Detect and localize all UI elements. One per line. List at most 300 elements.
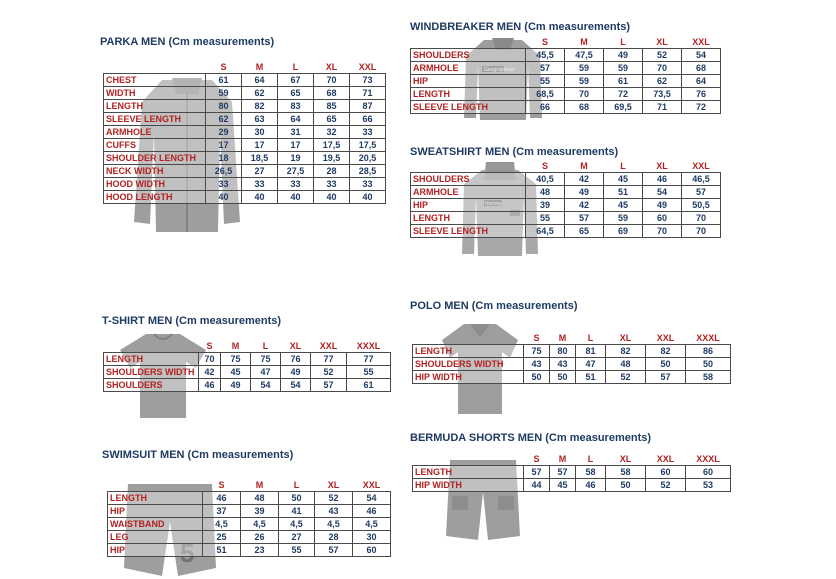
windbreaker-logo: Geographical xyxy=(484,67,514,73)
measure-value: 17,5 xyxy=(350,139,386,152)
measure-value: 43 xyxy=(550,358,576,371)
measure-value: 57 xyxy=(526,62,565,75)
measure-value: 47 xyxy=(576,358,606,371)
measure-value: 17 xyxy=(206,139,242,152)
measure-value: 46 xyxy=(203,492,241,505)
measure-value: 54 xyxy=(643,186,682,199)
measure-value: 17 xyxy=(242,139,278,152)
table-row xyxy=(413,345,731,358)
measure-value: 26 xyxy=(241,531,279,544)
measure-value: 29 xyxy=(206,126,242,139)
measure-value: 25 xyxy=(203,531,241,544)
size-header: S xyxy=(533,453,540,464)
measure-label: CHEST xyxy=(104,74,206,87)
measure-value: 37 xyxy=(203,505,241,518)
measure-value: 43 xyxy=(315,505,353,518)
measure-label: CUFFS xyxy=(104,139,206,152)
measure-value: 76 xyxy=(281,353,311,366)
measure-value: 57 xyxy=(311,379,347,392)
measure-value: 51 xyxy=(576,371,606,384)
measure-label: ARMHOLE xyxy=(411,62,526,75)
measure-value: 46 xyxy=(353,505,391,518)
size-header: L xyxy=(292,61,299,72)
windbreaker-size-header xyxy=(411,35,721,49)
table-row xyxy=(411,225,721,238)
measure-value: 57 xyxy=(550,466,576,479)
measure-value: 57 xyxy=(565,212,604,225)
measure-value: 73 xyxy=(350,74,386,87)
measure-value: 63 xyxy=(242,113,278,126)
measure-value: 57 xyxy=(524,466,550,479)
measure-value: 67 xyxy=(278,74,314,87)
measure-value: 62 xyxy=(242,87,278,100)
measure-value: 46 xyxy=(199,379,221,392)
measure-value: 68 xyxy=(314,87,350,100)
measure-value: 59 xyxy=(565,62,604,75)
measure-value: 52 xyxy=(606,371,646,384)
measure-value: 68 xyxy=(565,101,604,114)
measure-value: 75 xyxy=(221,353,251,366)
table-row xyxy=(108,531,391,544)
size-header: S xyxy=(218,479,225,490)
measure-value: 59 xyxy=(604,212,643,225)
measure-value: 80 xyxy=(206,100,242,113)
measure-value: 62 xyxy=(206,113,242,126)
windbreaker-size-table xyxy=(410,35,721,114)
measure-value: 61 xyxy=(347,379,391,392)
measure-value: 66 xyxy=(350,113,386,126)
table-row xyxy=(411,75,721,88)
measure-label: LENGTH xyxy=(411,88,526,101)
measure-value: 60 xyxy=(643,212,682,225)
measure-value: 30 xyxy=(242,126,278,139)
tshirt-title: T-SHIRT MEN (Cm measurements) xyxy=(102,315,282,327)
measure-value: 28,5 xyxy=(350,165,386,178)
size-header: XXL xyxy=(692,160,710,171)
measure-label: HIP xyxy=(108,544,203,557)
measure-value: 87 xyxy=(350,100,386,113)
measure-value: 70 xyxy=(565,88,604,101)
measure-value: 49 xyxy=(565,186,604,199)
measure-value: 77 xyxy=(311,353,347,366)
measure-value: 52 xyxy=(643,49,682,62)
measure-value: 61 xyxy=(604,75,643,88)
measure-value: 59 xyxy=(604,62,643,75)
measure-value: 73,5 xyxy=(643,88,682,101)
size-header: XXL xyxy=(362,479,381,490)
measure-value: 31 xyxy=(278,126,314,139)
measure-value: 43 xyxy=(524,358,550,371)
measure-value: 40 xyxy=(350,191,386,204)
measure-value: 65 xyxy=(278,87,314,100)
size-header: XXL xyxy=(319,340,338,351)
measure-value: 40 xyxy=(242,191,278,204)
measure-value: 18 xyxy=(206,152,242,165)
measure-value: 33 xyxy=(206,178,242,191)
table-row xyxy=(104,113,386,126)
size-header: XXXL xyxy=(356,340,381,351)
table-row xyxy=(104,139,386,152)
size-header: XL xyxy=(327,479,340,490)
measure-value: 42 xyxy=(199,366,221,379)
swimsuit-title: SWIMSUIT MEN (Cm measurements) xyxy=(102,449,294,461)
measure-label: LENGTH xyxy=(413,345,524,358)
measure-value: 72 xyxy=(682,101,721,114)
measure-value: 50 xyxy=(646,358,686,371)
measure-label: SLEEVE LENGTH xyxy=(411,101,526,114)
size-header: XXXL xyxy=(696,332,720,343)
measure-value: 51 xyxy=(203,544,241,557)
table-row xyxy=(413,479,731,492)
measure-value: 57 xyxy=(682,186,721,199)
measure-value: 49 xyxy=(221,379,251,392)
measure-value: 42 xyxy=(565,199,604,212)
measure-value: 77 xyxy=(347,353,391,366)
table-row xyxy=(104,100,386,113)
measure-value: 32 xyxy=(314,126,350,139)
table-row xyxy=(411,186,721,199)
measure-value: 58 xyxy=(576,466,606,479)
measure-value: 45,5 xyxy=(526,49,565,62)
measure-value: 46 xyxy=(643,173,682,186)
measure-label: ARMHOLE xyxy=(411,186,526,199)
measure-value: 70 xyxy=(643,62,682,75)
measure-value: 45 xyxy=(604,199,643,212)
table-row xyxy=(104,126,386,139)
measure-label: HOOD LENGTH xyxy=(104,191,206,204)
table-row xyxy=(104,87,386,100)
measure-value: 28 xyxy=(315,531,353,544)
measure-value: 30 xyxy=(353,531,391,544)
measure-value: 70 xyxy=(314,74,350,87)
size-header: XL xyxy=(325,61,338,72)
measure-value: 49 xyxy=(604,49,643,62)
table-row xyxy=(108,492,391,505)
measure-label: LENGTH xyxy=(411,212,526,225)
swimsuit-size-header xyxy=(108,478,391,492)
measure-value: 53 xyxy=(686,479,731,492)
measure-value: 42 xyxy=(565,173,604,186)
size-header: M xyxy=(255,479,264,490)
measure-value: 49 xyxy=(281,366,311,379)
polo-size-table xyxy=(412,331,731,384)
measure-label: ARMHOLE xyxy=(104,126,206,139)
measure-value: 80 xyxy=(550,345,576,358)
measure-value: 27 xyxy=(242,165,278,178)
measure-value: 65 xyxy=(314,113,350,126)
size-header: S xyxy=(206,340,213,351)
measure-value: 69,5 xyxy=(604,101,643,114)
tshirt-size-table xyxy=(103,339,391,392)
measure-value: 40 xyxy=(206,191,242,204)
table-row xyxy=(108,505,391,518)
measure-value: 33 xyxy=(350,178,386,191)
measure-label: SHOULDERS xyxy=(104,379,199,392)
bermuda-size-header xyxy=(413,452,731,466)
measure-value: 68,5 xyxy=(526,88,565,101)
measure-value: 39 xyxy=(526,199,565,212)
measure-value: 60 xyxy=(686,466,731,479)
measure-value: 71 xyxy=(350,87,386,100)
measure-label: WIDTH xyxy=(104,87,206,100)
table-row xyxy=(104,353,391,366)
table-row xyxy=(413,358,731,371)
measure-value: 64 xyxy=(682,75,721,88)
table-row xyxy=(411,62,721,75)
measure-value: 86 xyxy=(686,345,731,358)
size-header: L xyxy=(620,36,626,47)
measure-label: WAISTBAND xyxy=(108,518,203,531)
measure-value: 82 xyxy=(646,345,686,358)
measure-label: HIP WIDTH xyxy=(413,479,524,492)
measure-value: 27 xyxy=(279,531,315,544)
measure-value: 23 xyxy=(241,544,279,557)
size-header: S xyxy=(533,332,540,343)
table-row xyxy=(104,178,386,191)
table-row xyxy=(411,49,721,62)
size-header: M xyxy=(558,332,567,343)
measure-value: 50 xyxy=(550,371,576,384)
measure-label: LEG xyxy=(108,531,203,544)
swimsuit-number: 5 xyxy=(180,538,195,568)
measure-label: HIP xyxy=(411,199,526,212)
size-header: XXXL xyxy=(696,453,720,464)
measure-value: 50 xyxy=(524,371,550,384)
measure-label: SLEEVE LENGTH xyxy=(104,113,206,126)
measure-value: 66 xyxy=(526,101,565,114)
size-header: S xyxy=(541,160,548,171)
measure-value: 82 xyxy=(606,345,646,358)
measure-value: 83 xyxy=(278,100,314,113)
size-header: S xyxy=(541,36,548,47)
swimsuit-size-table xyxy=(107,478,391,557)
measure-value: 54 xyxy=(682,49,721,62)
measure-value: 52 xyxy=(646,479,686,492)
measure-label: HIP xyxy=(411,75,526,88)
measure-value: 55 xyxy=(279,544,315,557)
measure-value: 64 xyxy=(242,74,278,87)
table-row xyxy=(104,379,391,392)
measure-value: 19,5 xyxy=(314,152,350,165)
polo-size-header xyxy=(413,331,731,345)
measure-value: 54 xyxy=(281,379,311,392)
size-header: XL xyxy=(656,36,668,47)
measure-value: 60 xyxy=(353,544,391,557)
size-header: M xyxy=(580,160,588,171)
size-header: M xyxy=(558,453,567,464)
size-header: L xyxy=(587,332,594,343)
windbreaker-title: WINDBREAKER MEN (Cm measurements) xyxy=(410,21,631,33)
bermuda-size-table xyxy=(412,452,731,492)
measure-value: 58 xyxy=(686,371,731,384)
measure-value: 27,5 xyxy=(278,165,314,178)
table-row xyxy=(104,191,386,204)
sweatshirt-logo: Norway xyxy=(485,201,502,207)
measure-value: 76 xyxy=(682,88,721,101)
measure-label: SHOULDERS xyxy=(411,173,526,186)
table-row xyxy=(411,212,721,225)
measure-value: 50 xyxy=(686,358,731,371)
measure-value: 4,5 xyxy=(241,518,279,531)
measure-label: SHOULDERS xyxy=(411,49,526,62)
size-header: L xyxy=(620,160,626,171)
measure-value: 64,5 xyxy=(526,225,565,238)
parka-title: PARKA MEN (Cm measurements) xyxy=(100,36,275,48)
size-header: M xyxy=(231,340,240,351)
table-row xyxy=(411,88,721,101)
measure-value: 55 xyxy=(526,212,565,225)
measure-value: 72 xyxy=(604,88,643,101)
measure-value: 17,5 xyxy=(314,139,350,152)
measure-value: 48 xyxy=(526,186,565,199)
measure-value: 85 xyxy=(314,100,350,113)
measure-value: 64 xyxy=(278,113,314,126)
measure-value: 39 xyxy=(241,505,279,518)
measure-value: 4,5 xyxy=(315,518,353,531)
tshirt-size-header xyxy=(104,339,391,353)
size-header: XXL xyxy=(656,332,675,343)
size-header: XXL xyxy=(692,36,710,47)
sweatshirt-size-header xyxy=(411,159,721,173)
size-header: XL xyxy=(619,332,632,343)
size-header: M xyxy=(255,61,264,72)
table-row xyxy=(104,74,386,87)
measure-value: 51 xyxy=(604,186,643,199)
measure-value: 47 xyxy=(251,366,281,379)
measure-value: 75 xyxy=(251,353,281,366)
measure-value: 4,5 xyxy=(203,518,241,531)
measure-value: 49 xyxy=(643,199,682,212)
measure-value: 59 xyxy=(565,75,604,88)
measure-value: 48 xyxy=(241,492,279,505)
measure-label: LENGTH xyxy=(104,353,199,366)
measure-value: 61 xyxy=(206,74,242,87)
measure-value: 44 xyxy=(524,479,550,492)
sweatshirt-size-table xyxy=(410,159,721,238)
size-header: XXL xyxy=(656,453,675,464)
bermuda-title: BERMUDA SHORTS MEN (Cm measurements) xyxy=(410,432,652,444)
table-row xyxy=(104,366,391,379)
measure-label: LENGTH xyxy=(104,100,206,113)
measure-value: 40 xyxy=(278,191,314,204)
measure-value: 70 xyxy=(643,225,682,238)
size-header: L xyxy=(293,479,300,490)
table-row xyxy=(413,466,731,479)
measure-value: 58 xyxy=(606,466,646,479)
table-row xyxy=(413,371,731,384)
table-row xyxy=(411,173,721,186)
size-header: XXL xyxy=(358,61,377,72)
measure-value: 40,5 xyxy=(526,173,565,186)
measure-value: 40 xyxy=(314,191,350,204)
measure-value: 60 xyxy=(646,466,686,479)
measure-value: 57 xyxy=(646,371,686,384)
measure-value: 46,5 xyxy=(682,173,721,186)
measure-value: 57 xyxy=(315,544,353,557)
measure-label: HOOD WIDTH xyxy=(104,178,206,191)
measure-value: 33 xyxy=(242,178,278,191)
measure-value: 26,5 xyxy=(206,165,242,178)
measure-value: 82 xyxy=(242,100,278,113)
measure-value: 70 xyxy=(682,212,721,225)
size-header: XL xyxy=(289,340,302,351)
measure-value: 45 xyxy=(550,479,576,492)
measure-value: 69 xyxy=(604,225,643,238)
polo-title: POLO MEN (Cm measurements) xyxy=(410,300,578,312)
table-row xyxy=(104,165,386,178)
sweatshirt-title: SWEATSHIRT MEN (Cm measurements) xyxy=(410,146,619,158)
measure-value: 62 xyxy=(643,75,682,88)
table-row xyxy=(411,101,721,114)
measure-value: 33 xyxy=(278,178,314,191)
measure-value: 81 xyxy=(576,345,606,358)
measure-value: 52 xyxy=(315,492,353,505)
measure-value: 75 xyxy=(524,345,550,358)
measure-value: 47,5 xyxy=(565,49,604,62)
size-header: M xyxy=(580,36,588,47)
measure-value: 71 xyxy=(643,101,682,114)
measure-value: 41 xyxy=(279,505,315,518)
table-row xyxy=(108,518,391,531)
measure-value: 68 xyxy=(682,62,721,75)
table-row xyxy=(104,152,386,165)
measure-value: 4,5 xyxy=(279,518,315,531)
measure-value: 46 xyxy=(576,479,606,492)
measure-value: 19 xyxy=(278,152,314,165)
table-row xyxy=(411,199,721,212)
measure-label: NECK WIDTH xyxy=(104,165,206,178)
measure-value: 17 xyxy=(278,139,314,152)
size-header: L xyxy=(587,453,594,464)
measure-value: 45 xyxy=(221,366,251,379)
table-row xyxy=(108,544,391,557)
measure-label: SHOULDER LENGTH xyxy=(104,152,206,165)
measure-value: 50 xyxy=(279,492,315,505)
measure-value: 50 xyxy=(606,479,646,492)
measure-label: LENGTH xyxy=(108,492,203,505)
size-header: S xyxy=(220,61,227,72)
measure-value: 48 xyxy=(606,358,646,371)
measure-value: 4,5 xyxy=(353,518,391,531)
measure-label: LENGTH xyxy=(413,466,524,479)
measure-value: 70 xyxy=(682,225,721,238)
measure-value: 52 xyxy=(311,366,347,379)
measure-value: 54 xyxy=(353,492,391,505)
measure-value: 70 xyxy=(199,353,221,366)
measure-value: 20,5 xyxy=(350,152,386,165)
size-header: XL xyxy=(619,453,632,464)
measure-value: 18,5 xyxy=(242,152,278,165)
measure-value: 54 xyxy=(251,379,281,392)
measure-value: 50,5 xyxy=(682,199,721,212)
measure-label: SHOULDERS WIDTH xyxy=(413,358,524,371)
measure-label: HIP WIDTH xyxy=(413,371,524,384)
measure-label: SLEEVE LENGTH xyxy=(411,225,526,238)
measure-label: HIP xyxy=(108,505,203,518)
size-header: L xyxy=(262,340,269,351)
measure-value: 55 xyxy=(347,366,391,379)
measure-label: SHOULDERS WIDTH xyxy=(104,366,199,379)
size-header: XL xyxy=(656,160,668,171)
measure-value: 55 xyxy=(526,75,565,88)
measure-value: 45 xyxy=(604,173,643,186)
measure-value: 65 xyxy=(565,225,604,238)
parka-size-header xyxy=(104,60,386,74)
parka-size-table xyxy=(103,60,386,204)
measure-value: 28 xyxy=(314,165,350,178)
measure-value: 33 xyxy=(314,178,350,191)
measure-value: 33 xyxy=(350,126,386,139)
